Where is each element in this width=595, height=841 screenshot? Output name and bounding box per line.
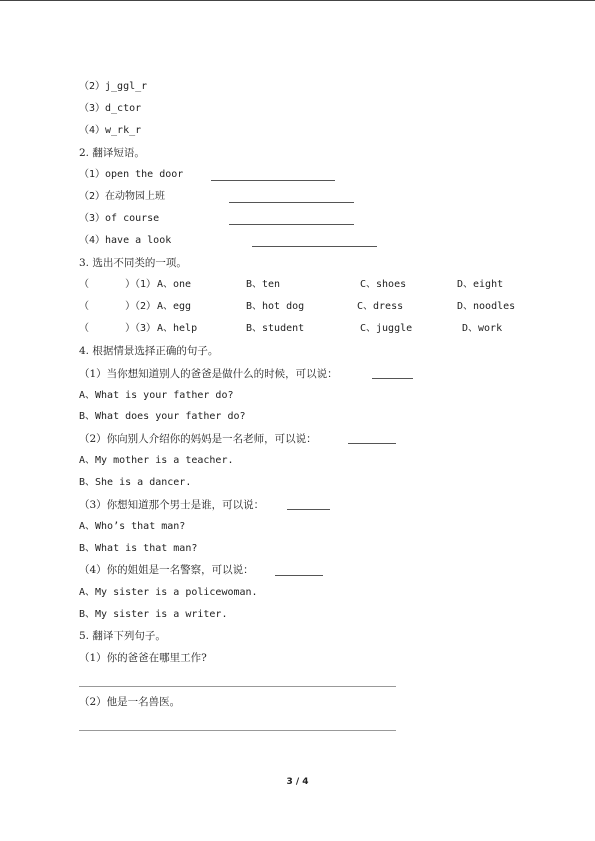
situation-option-4a: A、My sister is a policewoman. bbox=[79, 587, 258, 598]
situation-answer-blank-4[interactable] bbox=[275, 575, 323, 576]
section-4-title: 4. 根据情景选择正确的句子。 bbox=[79, 345, 219, 357]
situation-answer-blank-1[interactable] bbox=[372, 378, 413, 379]
translate-answer-line-1[interactable] bbox=[79, 686, 396, 687]
spelling-item-4: （4）w_rk_r bbox=[79, 125, 142, 136]
phrase-item-2: （2）在动物园上班 bbox=[79, 191, 166, 202]
spelling-item-2: （2）j_ggl_r bbox=[79, 81, 148, 92]
phrase-answer-blank-1[interactable] bbox=[211, 180, 335, 181]
option-c: C、shoes bbox=[360, 279, 407, 290]
situation-option-3a: A、Who’s that man? bbox=[79, 521, 186, 532]
section-5-title: 5. 翻译下列句子。 bbox=[79, 630, 166, 642]
spelling-item-3: （3）d_ctor bbox=[79, 103, 142, 114]
option-b: B、hot dog bbox=[246, 301, 305, 312]
answer-paren[interactable]: （ ） bbox=[79, 301, 136, 312]
phrase-answer-blank-4[interactable] bbox=[252, 246, 377, 247]
phrase-item-4: （4）have a look bbox=[79, 235, 172, 246]
option-a: A、one bbox=[157, 279, 192, 290]
page-top-rule bbox=[0, 0, 595, 1]
translate-sentence-2: （2）他是一名兽医。 bbox=[79, 696, 181, 708]
situation-prompt-3: （3）你想知道那个男士是谁，可以说： bbox=[79, 499, 265, 511]
section-3-title: 3. 选出不同类的一项。 bbox=[79, 257, 187, 269]
question-number: （2） bbox=[130, 301, 157, 312]
answer-paren[interactable]: （ ） bbox=[79, 323, 136, 334]
page-number: 3 / 4 bbox=[286, 777, 309, 787]
situation-prompt-1: （1）当你想知道别人的爸爸是做什么的时候，可以说： bbox=[79, 368, 338, 380]
answer-paren[interactable]: （ ） bbox=[79, 279, 136, 290]
option-d: D、eight bbox=[457, 279, 504, 290]
option-d: D、work bbox=[462, 323, 503, 334]
option-b: B、student bbox=[246, 323, 305, 334]
phrase-item-3: （3）of course bbox=[79, 213, 160, 224]
option-d: D、noodles bbox=[457, 301, 516, 312]
situation-option-3b: B、What is that man? bbox=[79, 543, 198, 554]
phrase-item-1: （1）open the door bbox=[79, 169, 184, 180]
situation-option-1b: B、What does your father do? bbox=[79, 411, 246, 422]
option-a: A、help bbox=[157, 323, 198, 334]
option-b: B、ten bbox=[246, 279, 281, 290]
translate-sentence-1: （1）你的爸爸在哪里工作? bbox=[79, 652, 207, 664]
situation-option-1a: A、What is your father do? bbox=[79, 390, 234, 401]
section-2-title: 2. 翻译短语。 bbox=[79, 147, 145, 159]
option-a: A、egg bbox=[157, 301, 192, 312]
situation-option-2b: B、She is a dancer. bbox=[79, 477, 192, 488]
situation-prompt-4: （4）你的姐姐是一名警察，可以说： bbox=[79, 564, 254, 576]
situation-answer-blank-3[interactable] bbox=[287, 509, 330, 510]
phrase-answer-blank-3[interactable] bbox=[229, 224, 354, 225]
situation-prompt-2: （2）你向别人介绍你的妈妈是一名老师，可以说： bbox=[79, 433, 317, 445]
phrase-answer-blank-2[interactable] bbox=[229, 202, 354, 203]
question-number: （3） bbox=[130, 323, 157, 334]
option-c: C、dress bbox=[357, 301, 404, 312]
option-c: C、juggle bbox=[360, 323, 413, 334]
question-number: （1） bbox=[130, 279, 157, 290]
situation-option-4b: B、My sister is a writer. bbox=[79, 609, 228, 620]
situation-option-2a: A、My mother is a teacher. bbox=[79, 455, 234, 466]
situation-answer-blank-2[interactable] bbox=[348, 443, 396, 444]
translate-answer-line-2[interactable] bbox=[79, 730, 396, 731]
